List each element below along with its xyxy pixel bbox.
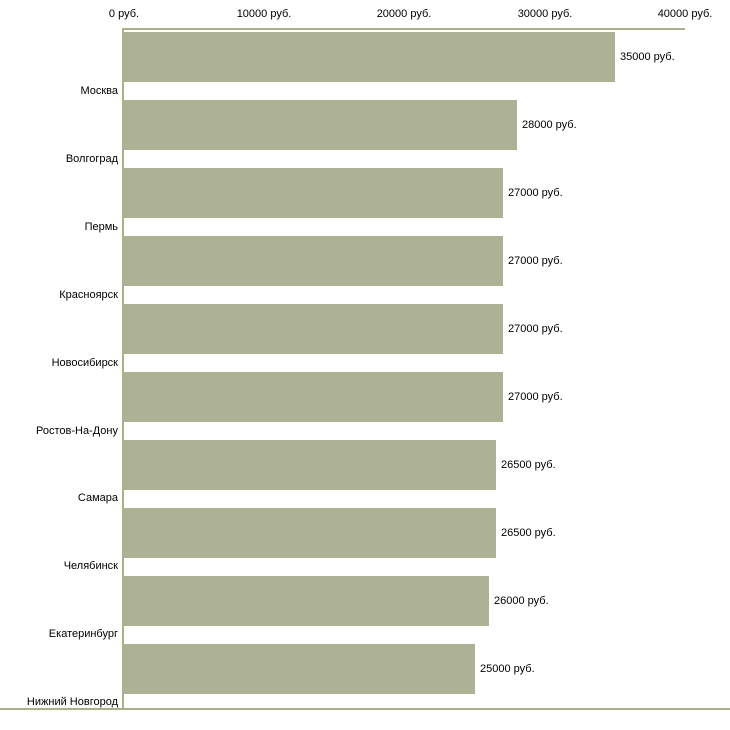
bar-value-label-7: 26500 руб. [501,527,556,539]
bar-value-label-8: 26000 руб. [494,595,549,607]
x-tick-label-4: 40000 руб. [657,8,713,20]
bar-value-label-0: 35000 руб. [620,51,675,63]
x-tick-label-1: 10000 руб. [236,8,292,20]
bar-rostov-na-donu[interactable] [124,372,503,422]
bar-volgograd[interactable] [124,100,517,150]
category-label-9: Нижний Новгород [26,696,118,708]
bar-samara[interactable] [124,440,496,490]
bar-value-label-4: 27000 руб. [508,323,563,335]
bar-novosibirsk[interactable] [124,304,503,354]
bar-ekaterinburg[interactable] [124,576,489,626]
bar-perm[interactable] [124,168,503,218]
bar-row[interactable] [124,168,685,218]
bar-row[interactable] [124,32,685,82]
x-tick-label-3: 30000 руб. [517,8,573,20]
category-label-5: Ростов-На-Дону [35,425,118,437]
bar-row[interactable] [124,576,685,626]
category-label-7: Челябинск [63,560,118,572]
bar-row[interactable] [124,508,685,558]
x-axis [0,0,730,30]
plot-area [124,30,685,708]
category-label-6: Самара [77,492,118,504]
category-label-8: Екатеринбург [48,628,118,640]
bar-row[interactable] [124,100,685,150]
category-label-2: Пермь [84,221,118,233]
bar-value-label-9: 25000 руб. [480,663,535,675]
bar-row[interactable] [124,236,685,286]
bar-moskva[interactable] [124,32,615,82]
y-axis-labels [0,30,118,708]
x-tick-label-2: 20000 руб. [376,8,432,20]
bar-row[interactable] [124,644,685,694]
category-label-1: Волгоград [65,153,118,165]
bar-value-label-3: 27000 руб. [508,255,563,267]
bar-row[interactable] [124,372,685,422]
bar-nizhniy-novgorod[interactable] [124,644,475,694]
bar-krasnoyarsk[interactable] [124,236,503,286]
bar-chelyabinsk[interactable] [124,508,496,558]
bar-value-label-6: 26500 руб. [501,459,556,471]
bar-value-label-5: 27000 руб. [508,391,563,403]
category-label-0: Москва [80,85,118,97]
category-label-4: Новосибирск [51,357,118,369]
bar-value-label-2: 27000 руб. [508,187,563,199]
category-label-3: Красноярск [59,289,118,301]
bar-row[interactable] [124,304,685,354]
x-tick-label-0: 0 руб. [108,8,140,20]
bottom-axis-line [0,708,730,710]
bar-row[interactable] [124,440,685,490]
bar-value-label-1: 28000 руб. [522,119,577,131]
